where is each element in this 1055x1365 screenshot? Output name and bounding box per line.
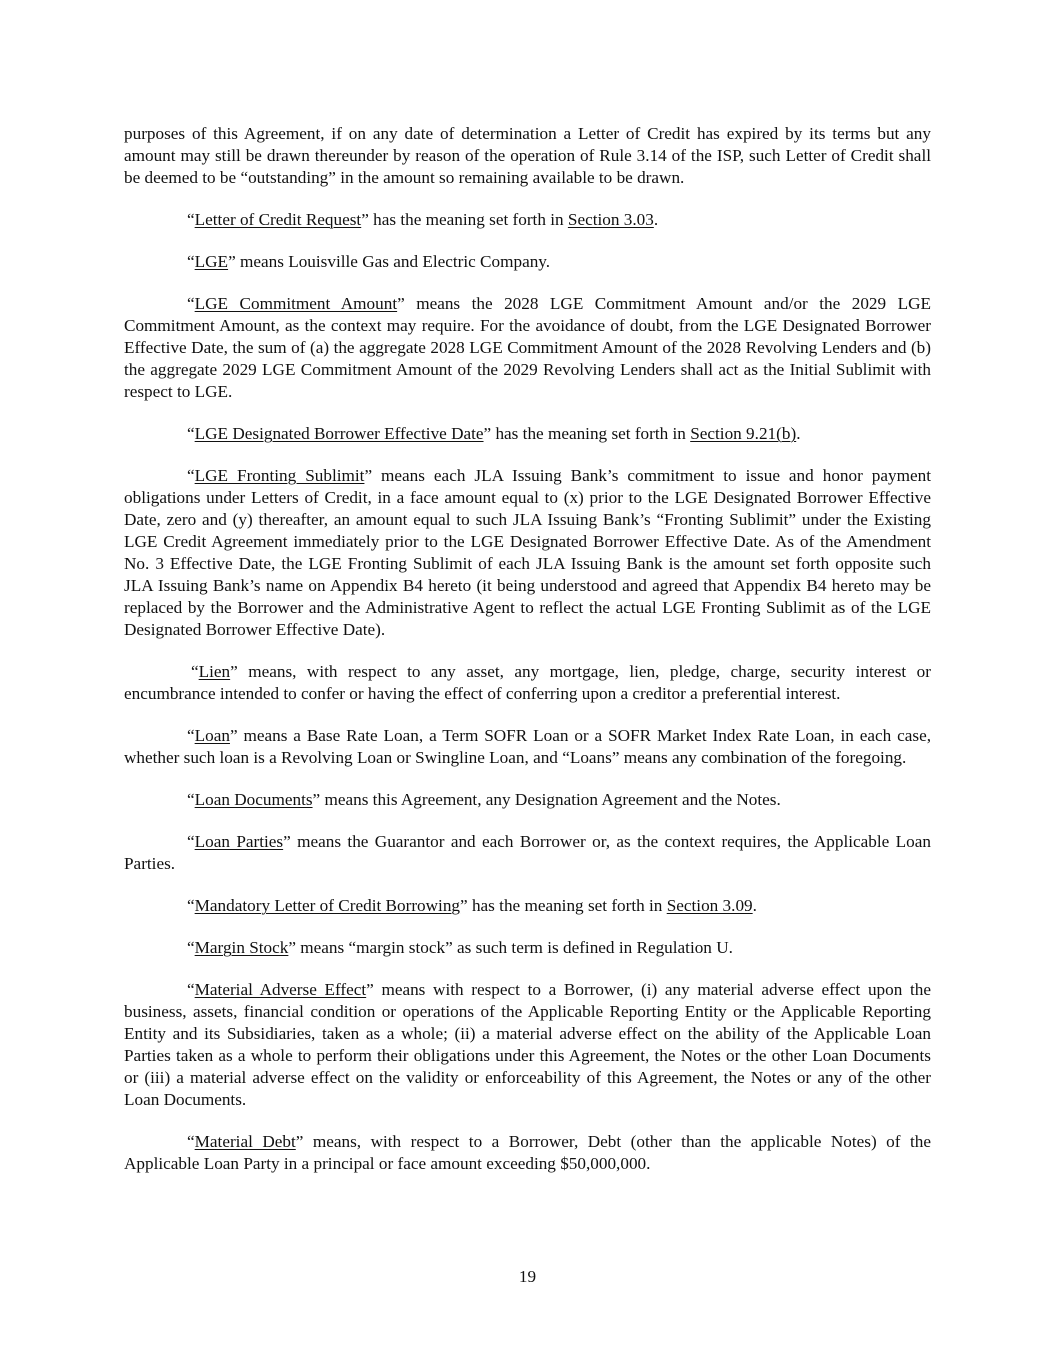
defined-term: Lien bbox=[198, 662, 231, 681]
defined-term: Letter of Credit Request bbox=[194, 210, 362, 229]
definition-lge-commitment-amount bbox=[124, 293, 931, 403]
defined-term: Loan Documents bbox=[194, 790, 313, 809]
text-run: “ bbox=[187, 424, 195, 443]
defined-term: Section 3.09 bbox=[666, 896, 753, 915]
text-run: ” means with respect to a Borrower, (i) any material adverse effect upon the business, assets, financial condition or operations of the Applicable Reporting Entity or the Applicable Reporting Entity and its Subsidiaries, taken as a whole; (ii) a material adverse effect on the ability of the Applicable Loan Parties taken as a whole to perform their obligations under this Agreement, the Notes or the other Loan Documents or (iii) a material adverse effect on the validity or enforceability of this Agreement, the Notes or any of the other Loan Documents. bbox=[124, 980, 931, 1109]
page-body bbox=[124, 123, 931, 1195]
defined-term: Margin Stock bbox=[194, 938, 289, 957]
definition-lien bbox=[124, 661, 931, 705]
paragraph-continuation bbox=[124, 123, 931, 189]
text-run: ” means Louisville Gas and Electric Company. bbox=[228, 252, 551, 271]
definition-loan-documents bbox=[124, 789, 931, 811]
text-run: ” means, with respect to a Borrower, Debt (other than the applicable Notes) of the Applicable Loan Party in a principal or face amount exceeding $50,000,000. bbox=[124, 1132, 931, 1173]
text-run: “ bbox=[187, 1132, 195, 1151]
text-run: ” means this Agreement, any Designation Agreement and the Notes. bbox=[312, 790, 781, 809]
defined-term: Mandatory Letter of Credit Borrowing bbox=[194, 896, 461, 915]
defined-term: LGE Designated Borrower Effective Date bbox=[194, 424, 484, 443]
defined-term: LGE Fronting Sublimit bbox=[194, 466, 365, 485]
definition-lge-fronting-sublimit bbox=[124, 465, 931, 641]
text-run: ” means each JLA Issuing Bank’s commitment to issue and honor payment obligations under Letters of Credit, in a face amount equal to (x) prior to the LGE Designated Borrower Effective Date, zero and (y) thereafter, an amount equal to such JLA Issuing Bank’s “Fronting Sublimit” under the Existing LGE Credit Agreement immediately prior to the LGE Designated Borrower Effective Date. As of the Amendment No. 3 Effective Date, the LGE Fronting Sublimit of each JLA Issuing Bank is the amount set forth opposite such JLA Issuing Bank’s name on Appendix B4 hereto (it being understood and agreed that Appendix B4 hereto may be replaced by the Borrower and the Administrative Agent to reflect the actual LGE Fronting Sublimit as of the LGE Designated Borrower Effective Date). bbox=[124, 466, 931, 639]
definition-margin-stock bbox=[124, 937, 931, 959]
definition-lge bbox=[124, 251, 931, 273]
text-run: ” means “margin stock” as such term is defined in Regulation U. bbox=[288, 938, 733, 957]
text-run: . bbox=[752, 896, 757, 915]
text-run: ” has the meaning set forth in bbox=[361, 210, 568, 229]
text-run: ” means, with respect to any asset, any mortgage, lien, pledge, charge, security interest or encumbrance intended to confer or having the effect of conferring upon a creditor a preferential interest. bbox=[124, 662, 931, 703]
definition-lge-designated-borrower-effective-date bbox=[124, 423, 931, 445]
text-run: “ bbox=[187, 210, 195, 229]
defined-term: Material Adverse Effect bbox=[194, 980, 367, 999]
text-run: ” has the meaning set forth in bbox=[483, 424, 691, 443]
text-run: “ bbox=[187, 466, 195, 485]
text-run: “ bbox=[187, 832, 195, 851]
text-run: “ bbox=[187, 790, 195, 809]
definition-letter-of-credit-request bbox=[124, 209, 931, 231]
text-run: . bbox=[653, 210, 659, 229]
definition-material-debt bbox=[124, 1131, 931, 1175]
text-run: “ bbox=[187, 252, 195, 271]
text-run: ” means the Guarantor and each Borrower or, as the context requires, the Applicable Loan Parties. bbox=[124, 832, 931, 873]
defined-term: Material Debt bbox=[194, 1132, 296, 1151]
text-run: “ bbox=[187, 294, 195, 313]
defined-term: Loan bbox=[194, 726, 230, 745]
defined-term: LGE Commitment Amount bbox=[194, 294, 398, 313]
text-run: ” has the meaning set forth in bbox=[460, 896, 667, 915]
text-run: “ bbox=[187, 896, 195, 915]
text-run: “ bbox=[191, 662, 199, 681]
defined-term: Section 9.21(b) bbox=[690, 424, 797, 443]
definition-material-adverse-effect bbox=[124, 979, 931, 1111]
text-run: ” means a Base Rate Loan, a Term SOFR Loan or a SOFR Market Index Rate Loan, in each case, whether such loan is a Revolving Loan or Swingline Loan, and “Loans” means any combination of the foregoing. bbox=[124, 726, 931, 767]
text-run: “ bbox=[187, 726, 195, 745]
defined-term: Section 3.03 bbox=[567, 210, 654, 229]
page-number: 19 bbox=[518, 1267, 537, 1286]
definition-loan bbox=[124, 725, 931, 769]
text-run: . bbox=[796, 424, 801, 443]
text-run: ” means the 2028 LGE Commitment Amount and/or the 2029 LGE Commitment Amount, as the context may require. For the avoidance of doubt, from the LGE Designated Borrower Effective Date, the sum of (a) the aggregate 2028 LGE Commitment Amount of the 2028 Revolving Lenders and (b) the aggregate 2029 LGE Commitment Amount of the 2029 Revolving Lenders shall act as the Initial Sublimit with respect to LGE. bbox=[124, 294, 931, 401]
text-run: purposes of this Agreement, if on any date of determination a Letter of Credit has expired by its terms but any amount may still be drawn thereunder by reason of the operation of Rule 3.14 of the ISP, such Letter of Credit shall be deemed to be “outstanding” in the amount so remaining available to be drawn. bbox=[124, 124, 931, 187]
definition-mandatory-letter-of-credit-borrowing bbox=[124, 895, 931, 917]
defined-term: Loan Parties bbox=[194, 832, 284, 851]
text-run: “ bbox=[187, 938, 195, 957]
text-run: “ bbox=[187, 980, 195, 999]
definition-loan-parties bbox=[124, 831, 931, 875]
defined-term: LGE bbox=[194, 252, 229, 271]
